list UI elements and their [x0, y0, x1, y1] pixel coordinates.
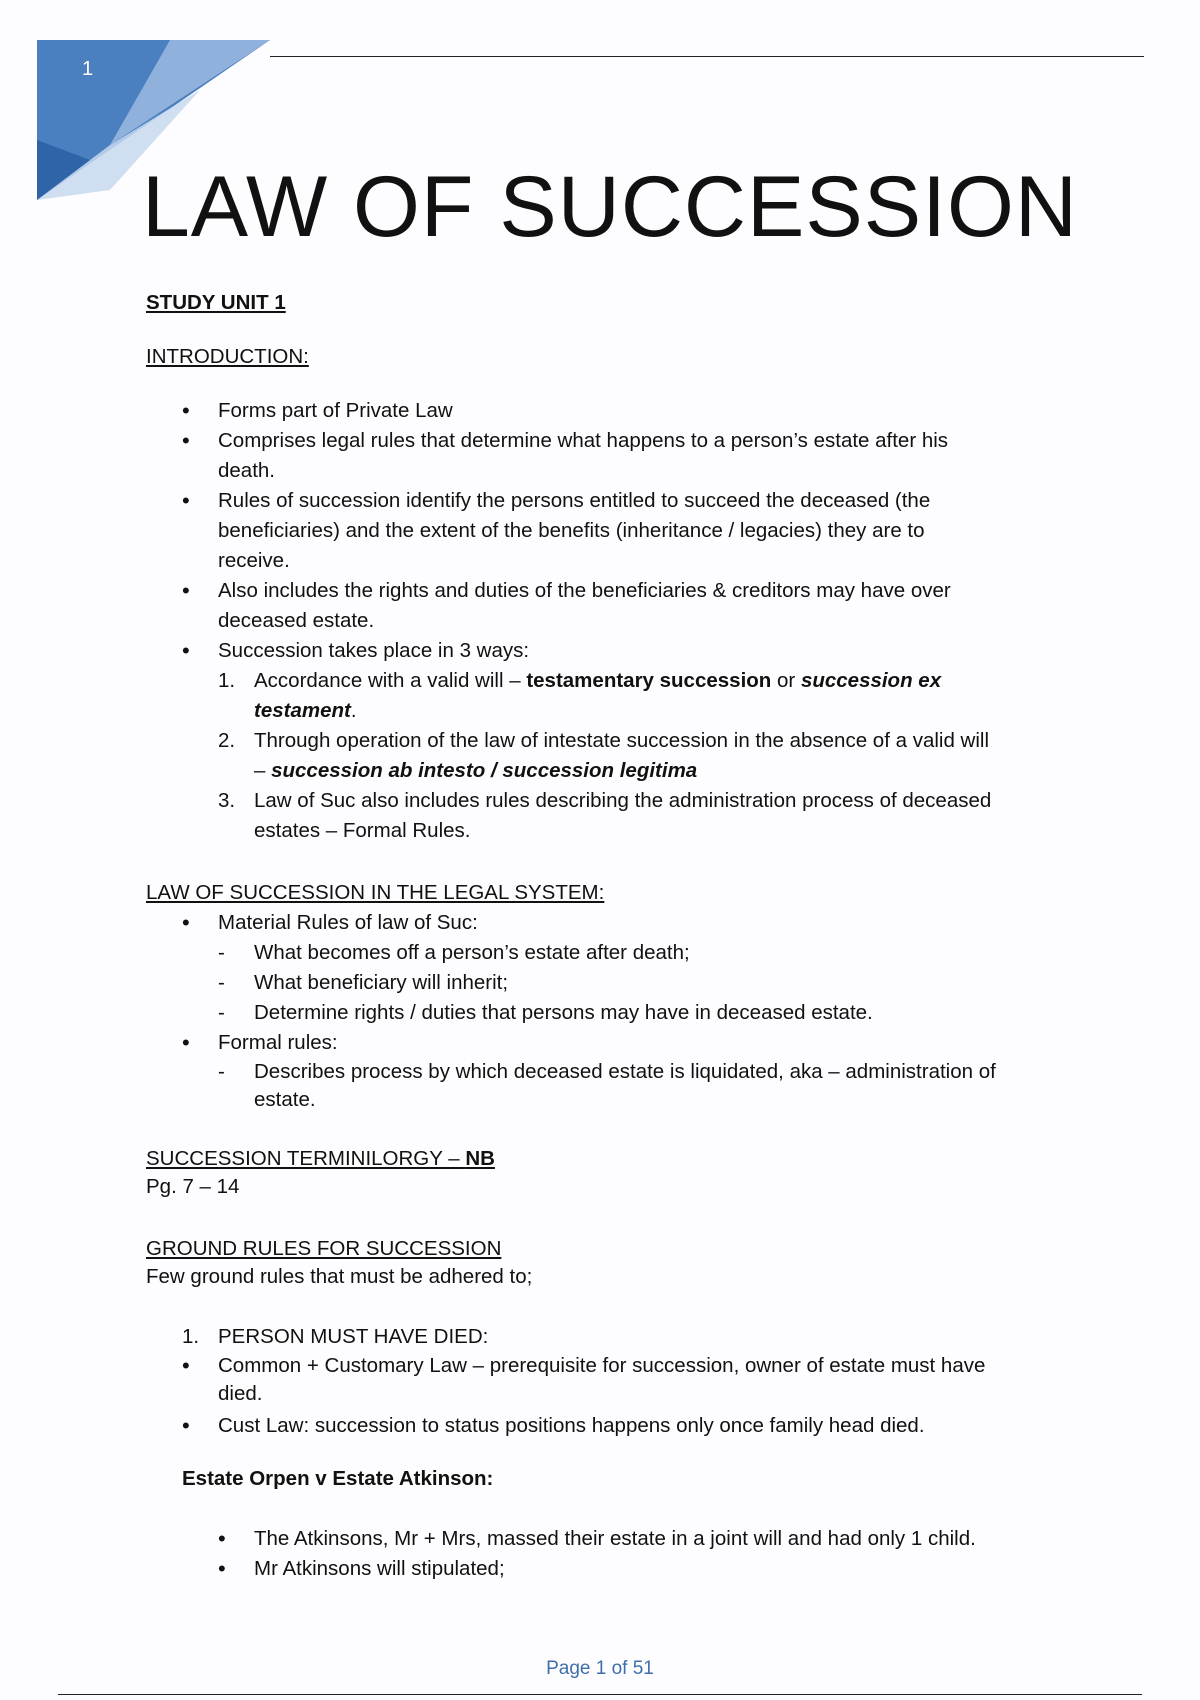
list-item-continued: receive. — [218, 549, 290, 572]
formal-rules-sublist — [254, 1058, 996, 1114]
page-footer: Page 1 of 51 — [546, 1658, 654, 1679]
header-rule — [270, 56, 1144, 57]
list-item-continued: died. — [218, 1382, 263, 1405]
item-text: . — [350, 699, 357, 722]
list-item: • Also includes the rights and duties of the beneficiaries & creditors may have over — [218, 576, 951, 606]
item-term: testamentary succession — [526, 669, 772, 692]
list-item-continued: deceased estate. — [218, 609, 375, 632]
numbered-item-continued — [254, 756, 991, 786]
material-rules-sublist — [254, 938, 873, 1028]
item-number: 3. — [218, 789, 236, 812]
ground-rules-heading: GROUND RULES FOR SUCCESSION — [146, 1237, 502, 1260]
case-list — [254, 1524, 976, 1584]
footer-rule — [58, 1694, 1142, 1695]
list-item: • Forms part of Private Law — [218, 396, 951, 426]
succession-ways-list — [218, 666, 992, 846]
numbered-item — [218, 786, 992, 816]
ground-rules-list — [218, 1352, 985, 1440]
document-title: LAW OF SUCCESSION — [141, 159, 1079, 255]
item-text: Through operation of the law of intestate succession in the absence of a valid will — [254, 729, 990, 752]
terminology-heading — [146, 1144, 495, 1174]
list-item: • Rules of succession identify the persons entitled to succeed the deceased (the — [218, 486, 951, 516]
item-term: testament — [254, 699, 351, 722]
ground-rules-intro: Few ground rules that must be adhered to; — [146, 1265, 533, 1288]
numbered-item-continued: estates – Formal Rules. — [254, 819, 471, 842]
terminology-heading-text: SUCCESSION TERMINILORGY – — [146, 1147, 466, 1170]
page-number: 1 — [82, 58, 94, 80]
ground-rule-1 — [182, 1322, 489, 1352]
sub-item: - What beneficiary will inherit; — [254, 968, 873, 998]
item-text: – — [254, 759, 272, 782]
item-number: 2. — [218, 729, 236, 752]
list-item: • Common + Customary Law – prerequisite for succession, owner of estate must have — [218, 1352, 985, 1380]
list-item: • Formal rules: — [218, 1028, 338, 1058]
legal-system-heading: LAW OF SUCCESSION IN THE LEGAL SYSTEM: — [146, 881, 605, 904]
item-text: Accordance with a valid will – — [254, 669, 527, 692]
sub-item: - Determine rights / duties that persons may have in deceased estate. — [254, 998, 873, 1028]
sub-item-continued: estate. — [254, 1088, 316, 1111]
list-item: • Comprises legal rules that determine what happens to a person’s estate after his — [218, 426, 951, 456]
list-item: • The Atkinsons, Mr + Mrs, massed their estate in a joint will and had only 1 child. — [254, 1524, 976, 1554]
list-item: • Cust Law: succession to status positions happens only once family head died. — [218, 1412, 985, 1440]
numbered-item — [218, 726, 991, 756]
nb-label: NB — [465, 1147, 495, 1170]
numbered-item-continued — [254, 696, 991, 726]
terminology-pages: Pg. 7 – 14 — [146, 1175, 240, 1198]
case-title: Estate Orpen v Estate Atkinson: — [182, 1467, 494, 1490]
introduction-list — [218, 396, 951, 666]
item-number: 1. — [182, 1325, 200, 1348]
list-item: • Material Rules of law of Suc: — [218, 908, 478, 938]
study-unit-heading: STUDY UNIT 1 — [146, 291, 286, 314]
list-item-continued: beneficiaries) and the extent of the benefits (inheritance / legacies) they are to — [218, 519, 925, 542]
item-number: 1. — [218, 669, 236, 692]
item-term: succession ab intesto / succession legitima — [271, 759, 698, 782]
material-rules-list — [218, 908, 478, 938]
numbered-item — [182, 1322, 489, 1352]
introduction-heading: INTRODUCTION: — [146, 345, 309, 368]
list-item: • Succession takes place in 3 ways: — [218, 636, 951, 666]
item-text: Law of Suc also includes rules describing the administration process of deceased — [254, 789, 992, 812]
list-item: • Mr Atkinsons will stipulated; — [254, 1554, 976, 1584]
formal-rules-list — [218, 1028, 338, 1058]
item-text: PERSON MUST HAVE DIED: — [218, 1325, 489, 1348]
numbered-item — [218, 666, 991, 696]
item-text: or — [771, 669, 801, 692]
sub-item: - What becomes off a person’s estate after death; — [254, 938, 873, 968]
sub-item: - Describes process by which deceased estate is liquidated, aka – administration of — [254, 1058, 996, 1086]
item-term: succession ex — [800, 669, 942, 692]
list-item-continued: death. — [218, 459, 275, 482]
